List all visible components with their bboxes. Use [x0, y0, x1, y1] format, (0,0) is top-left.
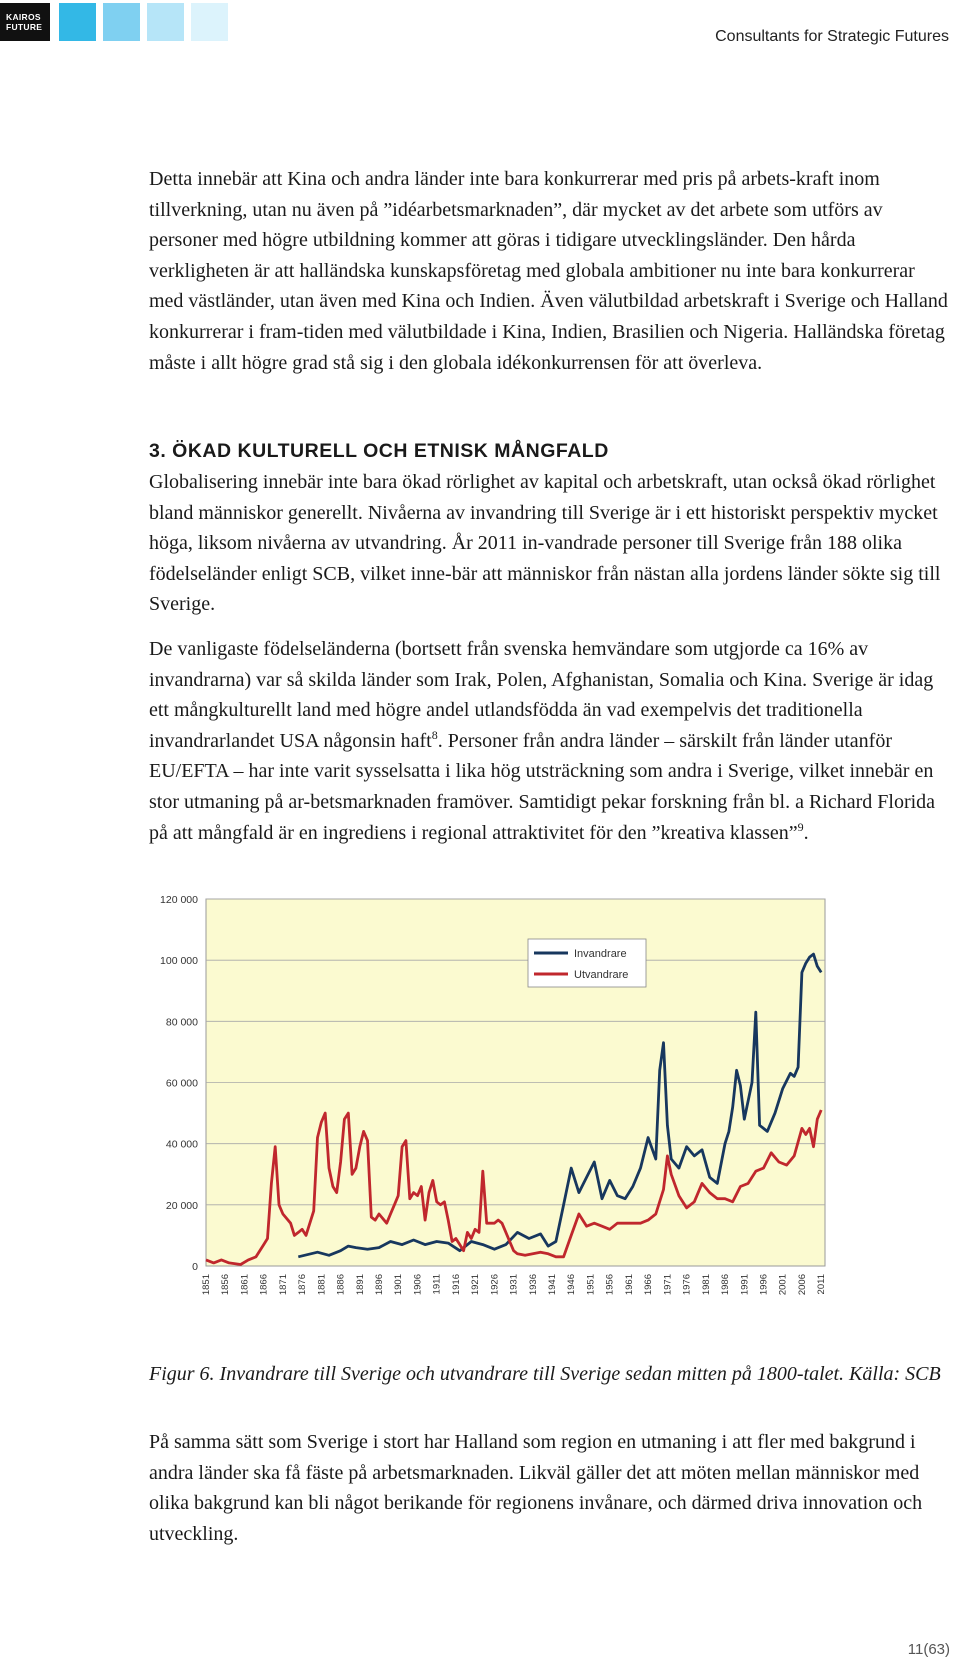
section-heading-3: 3. ÖKAD KULTURELL OCH ETNISK MÅNGFALD	[149, 440, 609, 462]
x-tick-label: 1856	[220, 1274, 232, 1296]
x-tick-label: 1971	[662, 1274, 674, 1296]
migration-chart	[148, 893, 830, 1348]
x-tick-label: 1986	[720, 1274, 732, 1296]
x-tick-label: 1956	[604, 1274, 616, 1296]
x-tick-label: 2001	[777, 1274, 789, 1296]
x-tick-label: 1861	[239, 1274, 251, 1296]
x-tick-label: 1911	[431, 1274, 443, 1295]
paragraph-3-part-c: .	[803, 821, 809, 844]
header-block-4	[191, 3, 228, 41]
x-tick-label: 1951	[585, 1274, 597, 1296]
footnote-ref-9[interactable]: 9	[797, 819, 804, 834]
x-tick-label: 1886	[335, 1274, 347, 1296]
figure-caption: Figur 6. Invandrare till Sverige och utvandrare till Sverige sedan mitten på 1800-talet. Källa: SCB	[149, 1363, 941, 1385]
x-tick-label: 1941	[547, 1274, 559, 1296]
logo-line1: KAIROS	[6, 12, 41, 22]
header-tagline: Consultants for Strategic Futures	[715, 28, 949, 45]
paragraph-2: Globalisering innebär inte bara ökad rörlighet av kapital och arbetskraft, utan också ökad rörlighet bland människor generellt. Nivåerna av invandring till Sverige är i ett historiskt perspektiv mycket höga, liksom nivåerna av utvandring. År 2011 in-vandrade personer till Sverige från 188 olika födelseländer enligt SCB, vilket inne-bär att människor från nästan alla jordens länder sökte sig till Sverige.	[149, 471, 941, 616]
x-tick-label: 1946	[566, 1274, 578, 1296]
footnote-ref-8[interactable]: 8	[431, 727, 438, 742]
x-tick-label: 1876	[297, 1274, 309, 1296]
header-block-3	[147, 3, 184, 41]
x-tick-label: 1981	[700, 1274, 712, 1296]
migration-chart-svg	[148, 893, 830, 1348]
x-tick-label: 2006	[796, 1274, 808, 1296]
legend-label: Utvandrare	[574, 969, 629, 981]
x-tick-label: 1976	[681, 1274, 693, 1296]
x-tick-label: 1916	[450, 1274, 462, 1296]
y-tick-label: 120 000	[160, 894, 198, 906]
x-tick-label: 1881	[316, 1274, 328, 1296]
x-tick-label: 1851	[201, 1274, 212, 1296]
paragraph-1: Detta innebär att Kina och andra länder inte bara konkurrerar med pris på arbets-kraft inom tillverkning, utan nu även på ”idéarbetsmarknaden”, där mycket av det arbete som utförs av personer med högre utbildning kommer att göras i tidigare utvecklingsländer. Den hårda verkligheten är att halländska kunskapsföretag med globala ambitioner nu inte bara konkurrerar med västländer, utan även med Kina och Indien. Även välutbildad arbetskraft i Sverige och Halland konkurrerar i fram-tiden med välutbildade i Kina, Indien, Brasilien och Nigeria. Halländska företag måste i allt högre grad stå sig i den globala idékonkurrensen för att överleva.	[149, 168, 948, 374]
x-tick-label: 1901	[393, 1274, 405, 1296]
page-number: 11(63)	[907, 1641, 950, 1658]
x-tick-label: 1906	[412, 1274, 424, 1296]
x-tick-label: 1891	[354, 1274, 366, 1296]
x-tick-label: 2011	[816, 1274, 828, 1295]
x-tick-label: 1991	[739, 1274, 751, 1296]
x-tick-label: 1931	[508, 1274, 520, 1296]
x-tick-label: 1866	[258, 1274, 270, 1296]
legend-label: Invandrare	[574, 948, 627, 960]
x-tick-label: 1996	[758, 1274, 770, 1296]
x-tick-label: 1961	[623, 1274, 635, 1296]
paragraph-3	[149, 634, 949, 848]
paragraph-3-part-a: De vanligaste födelseländerna (bortsett från svenska hemvändare som utgjorde ca 16% av invandrarna) var så skilda länder som Irak, Polen, Afghanistan, Somalia och Kina. Sverige är idag ett mångkulturellt land med högre andel utlandsfödda än vad exempelvis det traditionella invandrarlandet USA någonsin haft	[149, 638, 934, 752]
kairos-future-logo	[0, 3, 50, 41]
y-tick-label: 40 000	[165, 1138, 198, 1151]
x-tick-label: 1896	[374, 1274, 386, 1296]
y-tick-label: 60 000	[165, 1077, 198, 1090]
y-tick-label: 100 000	[160, 955, 198, 968]
paragraph-3-part-b: . Personer från andra länder – särskilt från länder utanför EU/EFTA – har inte varit sysselsatta i lika hög utsträckning som andra i Sverige, vilket innebär en stor utmaning på ar-betsmarknaden framöver. Samtidigt pekar forskning från bl. a Richard Florida på att mångfald är en ingrediens i regional attraktivitet för den ”kreativa klassen”	[149, 729, 936, 844]
x-tick-label: 1926	[489, 1274, 501, 1296]
logo-line2: FUTURE	[6, 22, 43, 32]
x-tick-label: 1936	[527, 1274, 539, 1296]
paragraph-4: På samma sätt som Sverige i stort har Halland som region en utmaning i att fler med bakgrund i andra länder ska få fäste på arbetsmarknaden. Likväl gäller det att möten mellan människor med olika bakgrund kan bli något berikande för regionens invånare, och därmed driva innovation och utveckling.	[149, 1431, 923, 1545]
x-tick-label: 1871	[277, 1274, 289, 1296]
header-block-2	[103, 3, 140, 41]
y-tick-label: 80 000	[165, 1016, 198, 1029]
x-tick-label: 1966	[643, 1274, 655, 1296]
x-tick-label: 1921	[470, 1274, 482, 1296]
y-tick-label: 0	[192, 1261, 198, 1273]
y-tick-label: 20 000	[165, 1199, 198, 1212]
header-block-1	[59, 3, 96, 41]
